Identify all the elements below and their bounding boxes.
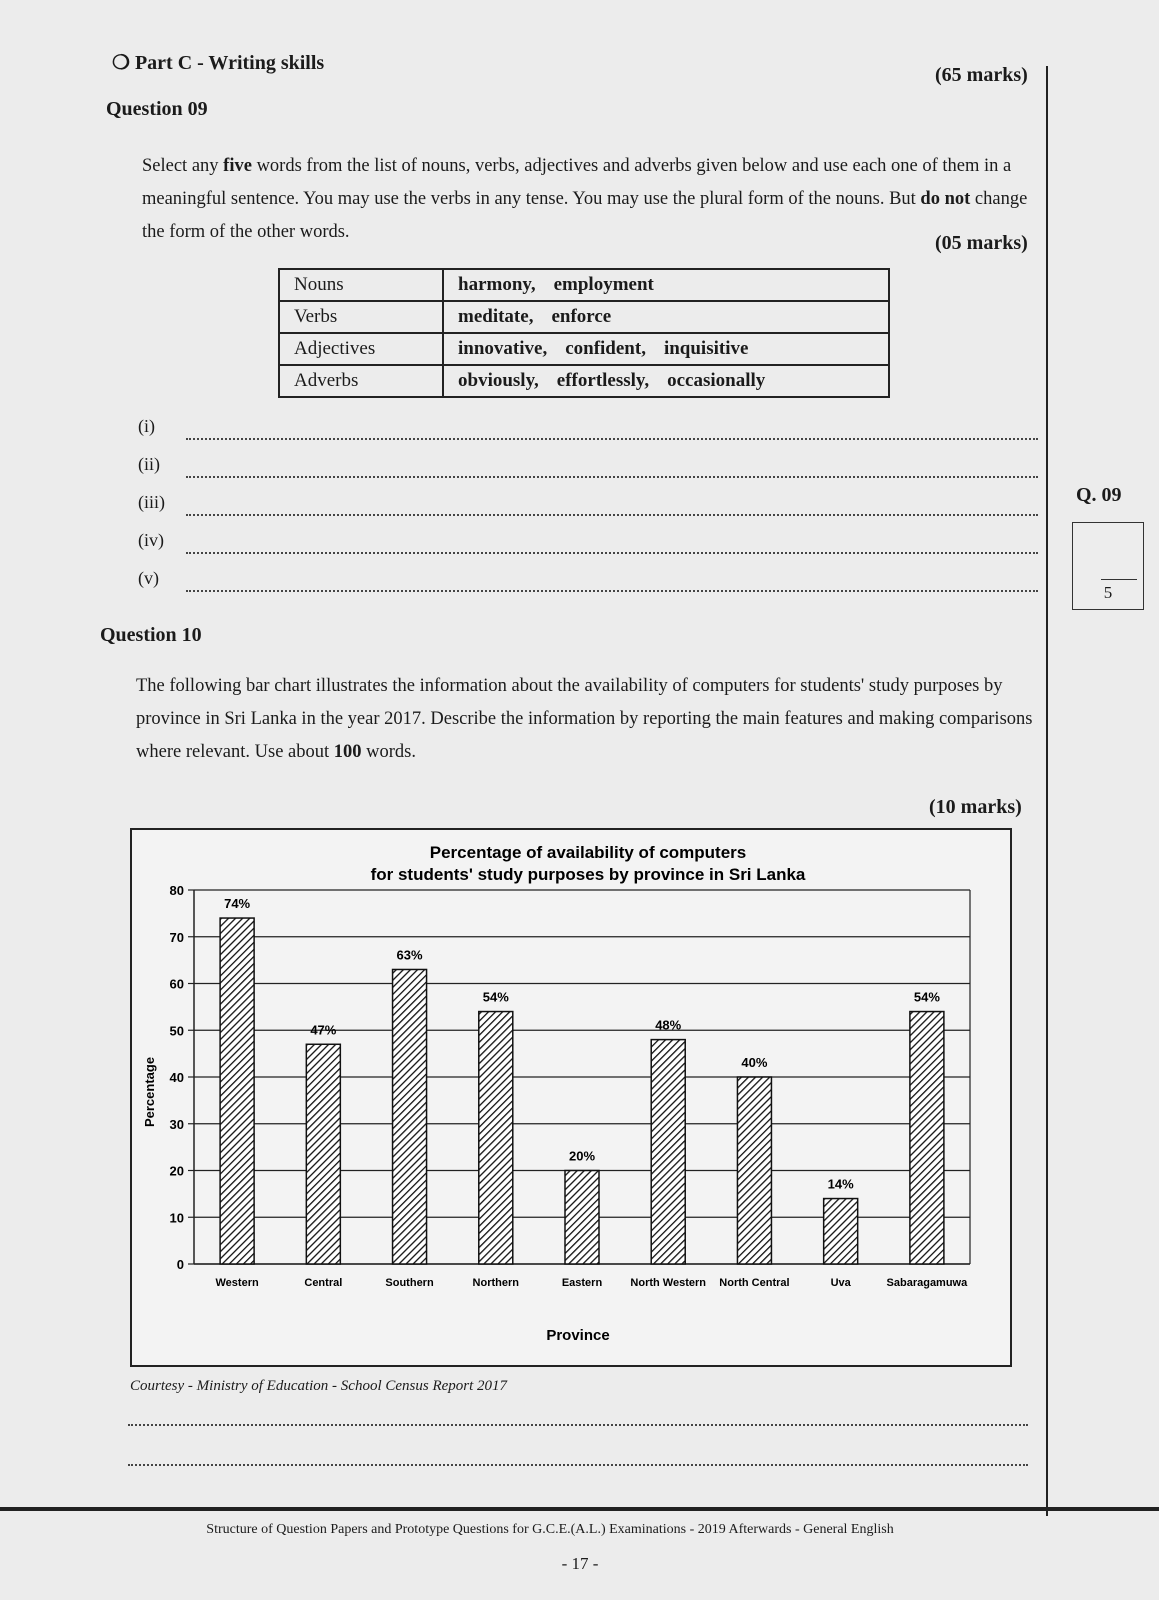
answer-line-2[interactable]: (ii) — [138, 454, 1038, 484]
data-label: 20% — [568, 1148, 596, 1164]
word-list: obviously, effortlessly, occasionally — [443, 365, 889, 397]
bar-north-central — [737, 1077, 771, 1264]
y-tick-label: 50 — [169, 1023, 184, 1039]
y-axis-label: Percentage — [142, 1056, 157, 1128]
answer-line-5[interactable]: (v) — [138, 568, 1038, 598]
margin-rule — [1046, 66, 1048, 1516]
data-label: 74% — [224, 896, 251, 912]
footer-rule — [0, 1507, 1159, 1511]
bar-chart — [130, 828, 1012, 1367]
x-tick-label: Western — [215, 1277, 259, 1289]
q9-score-box[interactable] — [1072, 522, 1144, 610]
footer-text: Structure of Question Papers and Prototype Questions for G.C.E.(A.L.) Examinations - 2019 Afterwards - General English — [206, 1522, 894, 1537]
q9-side-label: Q. 09 — [1076, 484, 1122, 506]
answer-line-3[interactable]: (iii) — [138, 492, 1038, 522]
y-tick-label: 0 — [176, 1257, 184, 1272]
answer-line-1[interactable]: (i) — [138, 416, 1038, 446]
part-marks: (65 marks) — [935, 64, 1028, 86]
y-tick-label: 80 — [169, 883, 184, 898]
answer-line[interactable] — [128, 1424, 1028, 1426]
word-list: innovative, confident, inquisitive — [443, 333, 889, 365]
word-category: Nouns — [279, 269, 443, 301]
bar-southern — [393, 969, 427, 1264]
word-list: harmony, employment — [443, 269, 889, 301]
data-label: 63% — [396, 947, 423, 963]
y-tick-label: 10 — [169, 1210, 184, 1226]
bar-western — [220, 918, 254, 1264]
data-label: 54% — [913, 989, 940, 1005]
answer-line-4[interactable]: (iv) — [138, 530, 1038, 560]
y-tick-label: 20 — [169, 1163, 184, 1179]
q9-title: Question 09 — [106, 98, 208, 120]
x-tick-label: Uva — [830, 1277, 851, 1289]
y-tick-label: 60 — [169, 976, 184, 992]
word-row-adjectives — [279, 333, 889, 365]
chart-svg — [132, 830, 1010, 1365]
x-tick-label: Eastern — [561, 1277, 603, 1289]
x-tick-label: Central — [304, 1277, 343, 1289]
part-heading — [112, 50, 324, 75]
bar-uva — [824, 1199, 858, 1264]
word-category: Adverbs — [279, 365, 443, 397]
x-tick-label: North Central — [719, 1277, 790, 1289]
x-tick-label: Southern — [385, 1277, 434, 1289]
word-row-verbs — [279, 301, 889, 333]
courtesy-note: Courtesy - Ministry of Education - School Census Report 2017 — [130, 1378, 508, 1394]
word-list: meditate, enforce — [443, 301, 889, 333]
part-title: Part C - Writing skills — [134, 52, 325, 74]
page-number: - 17 - — [561, 1554, 599, 1573]
word-category: Verbs — [279, 301, 443, 333]
x-tick-label: Sabaragamuwa — [886, 1277, 968, 1289]
answer-line[interactable] — [128, 1464, 1028, 1466]
word-table — [278, 268, 890, 398]
q10-instructions: The following bar chart illustrates the information about the availability of computers for students' study purposes by province in Sri Lanka in the year 2017. Describe the information by reporting the main features and making comparisons where relevant. Use about 100 words. — [136, 676, 1033, 762]
x-axis-label: Province — [546, 1327, 610, 1344]
y-tick-label: 30 — [169, 1116, 184, 1132]
data-label: 48% — [655, 1017, 682, 1033]
y-tick-label: 70 — [169, 929, 184, 945]
q9-instructions: Select any five words from the list of nouns, verbs, adjectives and adverbs given below and use each one of them in a meaningful sentence. You may use the verbs in any tense. You may use the plural form of the nouns. But do not change the form of the other words. — [142, 156, 1028, 242]
q10-marks: (10 marks) — [929, 796, 1022, 818]
q9-marks: (05 marks) — [935, 232, 1028, 254]
x-tick-label: North Western — [630, 1277, 707, 1289]
word-category: Adjectives — [279, 333, 443, 365]
bar-eastern — [565, 1171, 599, 1265]
bar-north-western — [651, 1040, 685, 1264]
data-label: 14% — [827, 1176, 854, 1192]
x-tick-label: Northern — [472, 1277, 520, 1289]
data-label: 47% — [310, 1022, 337, 1038]
q9-score-total: 5 — [1103, 583, 1113, 602]
q10-title: Question 10 — [100, 624, 202, 646]
bar-sabaragamuwa — [910, 1012, 944, 1264]
bullet-icon: ❍ — [112, 52, 130, 74]
bar-northern — [479, 1012, 513, 1264]
y-tick-label: 40 — [169, 1070, 184, 1085]
bar-central — [306, 1044, 340, 1264]
chart-subtitle: for students' study purposes by province in Sri Lanka — [370, 865, 806, 884]
word-row-nouns — [279, 269, 889, 301]
data-label: 54% — [482, 989, 509, 1005]
chart-title: Percentage of availability of computers — [429, 843, 747, 862]
data-label: 40% — [741, 1055, 768, 1070]
word-row-adverbs — [279, 365, 889, 397]
